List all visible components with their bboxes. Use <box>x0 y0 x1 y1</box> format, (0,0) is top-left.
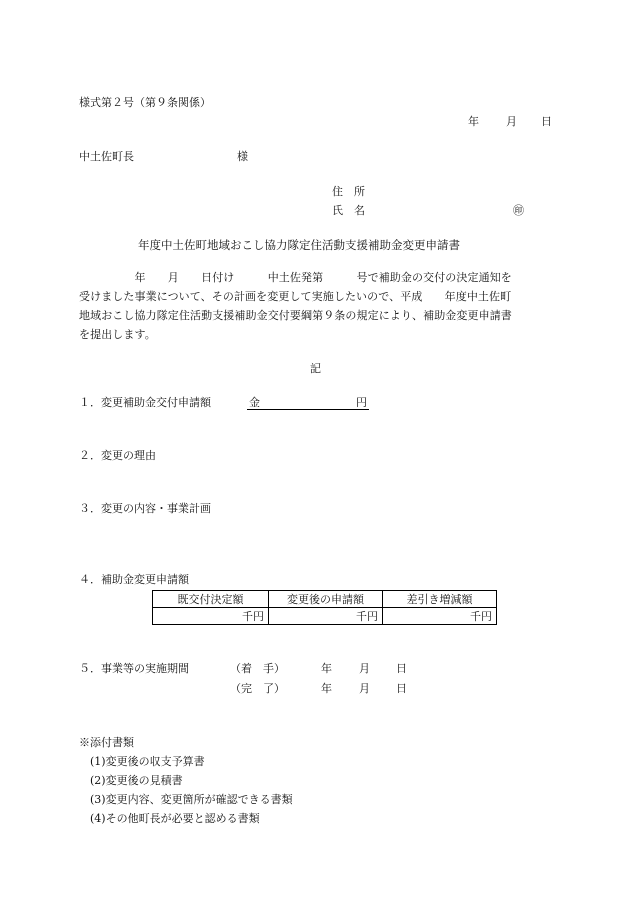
item1-label: １．変更補助金交付申請額 <box>79 396 211 409</box>
date-month: 月 <box>506 115 517 128</box>
attachment-item: (2)変更後の見積書 <box>90 774 183 787</box>
period-start-month: 月 <box>359 662 370 675</box>
addressee-honorific: 様 <box>237 150 248 163</box>
name-label: 氏 名 <box>332 204 365 217</box>
amount-cell-revised: 千円 <box>269 608 383 625</box>
body-line: を提出します。 <box>79 328 156 341</box>
amount-table-value-row <box>153 608 497 625</box>
amount-table <box>152 590 497 625</box>
item3-label: ３．変更の内容・事業計画 <box>79 502 211 515</box>
date-day: 日 <box>541 115 552 128</box>
amount-cell-approved: 千円 <box>153 608 269 625</box>
amount-header-revised: 変更後の申請額 <box>269 591 383 608</box>
seal-mark: ㊞ <box>513 204 524 217</box>
amount-cell-difference: 千円 <box>383 608 497 625</box>
amount-header-difference: 差引き増減額 <box>383 591 497 608</box>
addressee-name: 中土佐町長 <box>79 150 134 163</box>
body-line: 年 月 日付け 中土佐発第 号で補助金の交付の決定通知を <box>79 271 512 284</box>
amount-table-header-row <box>153 591 497 608</box>
item5-label: ５．事業等の実施期間 <box>79 662 189 675</box>
attachment-item: (1)変更後の収支予算書 <box>90 755 205 768</box>
amount-underline <box>247 409 369 410</box>
item4-label: ４．補助金変更申請額 <box>79 573 189 586</box>
item2-label: ２．変更の理由 <box>79 449 156 462</box>
period-end-day: 日 <box>396 682 407 695</box>
address-label: 住 所 <box>332 185 365 198</box>
period-start-day: 日 <box>396 662 407 675</box>
body-line: 受けました事業について、その計画を変更して実施したいので、平成 年度中土佐町 <box>79 290 512 303</box>
document-title: 年度中土佐町地域おこし協力隊定住活動支援補助金変更申請書 <box>138 238 460 252</box>
attachment-item: (3)変更内容、変更箇所が確認できる書類 <box>90 793 293 806</box>
period-start-label: （着 手） <box>230 662 285 675</box>
ki-mark: 記 <box>310 362 321 375</box>
date-year: 年 <box>468 115 479 128</box>
period-end-label: （完 了） <box>230 682 285 695</box>
amount-header-approved: 既交付決定額 <box>153 591 269 608</box>
body-paragraph <box>79 268 557 344</box>
period-start-year: 年 <box>321 662 332 675</box>
period-end-year: 年 <box>321 682 332 695</box>
item1-yen: 円 <box>356 396 367 409</box>
period-end-month: 月 <box>359 682 370 695</box>
item1-kin: 金 <box>249 396 260 409</box>
form-number: 様式第２号（第９条関係） <box>79 96 211 109</box>
body-line: 地域おこし協力隊定住活動支援補助金交付要綱第９条の規定により、補助金変更申請書 <box>79 309 512 322</box>
attachments-title: ※添付書類 <box>79 736 134 749</box>
attachment-item: (4)その他町長が必要と認める書類 <box>90 812 260 825</box>
